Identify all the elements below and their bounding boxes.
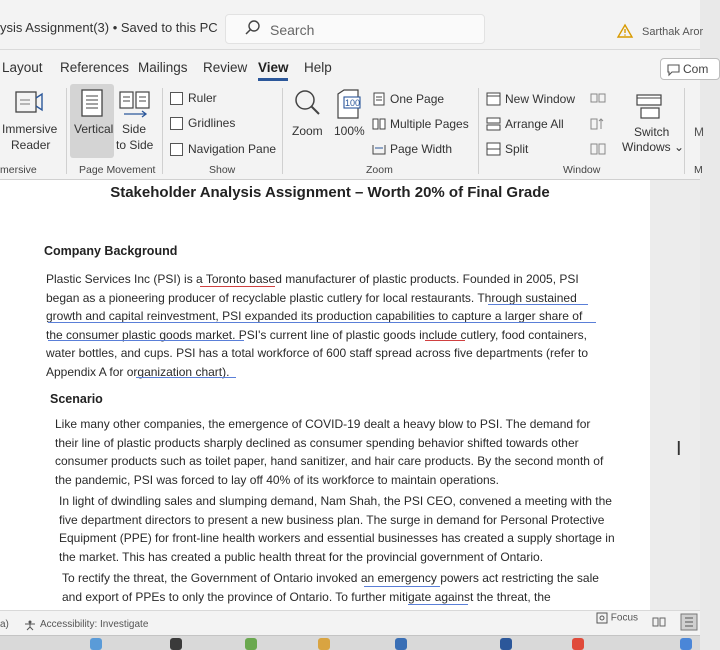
new-window-icon: [486, 92, 501, 106]
zoom-label: Zoom: [292, 124, 323, 138]
grammar-underline: [488, 304, 588, 305]
status-bar: [0, 610, 700, 635]
taskbar-app-icon[interactable]: [395, 638, 407, 650]
document-title-text: ysis Assignment(3) • Saved to this PC: [0, 20, 218, 35]
heading-company-background: Company Background: [44, 244, 178, 258]
side-label-1: Side: [122, 122, 147, 136]
text-line: and export of PPEs to only the province of Ontario. To further mitigate against the threat, the: [62, 589, 551, 604]
one-page-label: One Page: [390, 92, 445, 106]
text-line: five department directors to present a new business plan. The surge in demand for Personal Protective: [59, 512, 605, 527]
taskbar-app-icon[interactable]: [170, 638, 182, 650]
grammar-underline: [48, 322, 596, 323]
text-line: water bottles, and cups. PSI has a total workforce of 600 staff spread across five departments (refer to: [46, 346, 589, 360]
navigation-pane-label: Navigation Pane: [188, 142, 277, 156]
heading-scenario: Scenario: [50, 392, 103, 406]
grammar-underline: [408, 604, 468, 605]
text-line: In light of dwindling sales and slumping demand, Nam Shah, the PSI CEO, convened a meeting with the: [59, 494, 612, 508]
switch-windows-icon: [634, 92, 664, 122]
accessibility-status[interactable]: Accessibility: Investigate: [40, 619, 149, 630]
text-line: began as a pioneering producer of recyclable plastic cutlery for local restaurants. Through sustained: [46, 290, 577, 305]
comments-button[interactable]: [660, 58, 720, 80]
macros-initial[interactable]: M: [694, 125, 704, 139]
one-page-icon: [372, 92, 386, 106]
search-placeholder: Search: [270, 22, 315, 38]
comments-label: Com: [683, 62, 709, 76]
view-side-by-side-icon[interactable]: [590, 92, 606, 106]
active-tab-indicator: [258, 78, 288, 81]
split-label: Split: [505, 142, 529, 156]
tab-review[interactable]: Review: [203, 60, 248, 75]
navigation-pane-check[interactable]: [170, 143, 183, 156]
text-line: Plastic Services Inc (PSI) is a Toronto based manufacturer of plastic products. Founded in 2005, PSI: [46, 272, 579, 286]
taskbar-app-icon[interactable]: [245, 638, 257, 650]
zoom-100-label: 100%: [334, 124, 365, 138]
ribbon-view: [0, 84, 704, 180]
gridlines-label: Gridlines: [188, 116, 236, 130]
immersive-reader-icon: [14, 88, 46, 116]
paragraph-scenario-2: [59, 492, 639, 566]
switch-windows-label-2: Windows ⌄: [622, 140, 685, 154]
paragraph-company-background: [46, 270, 616, 381]
ruler-label: Ruler: [188, 91, 217, 105]
spelling-underline: [200, 286, 275, 287]
print-layout-icon[interactable]: [680, 613, 698, 631]
document-title[interactable]: [0, 20, 235, 35]
text-line: growth and capital reinvestment, PSI expanded its production capabilities to capture a larger share of: [46, 309, 583, 323]
immersive-label-1: Immersive: [2, 122, 58, 136]
ribbon-separator: [66, 88, 67, 174]
taskbar-app-icon[interactable]: [572, 638, 584, 650]
ribbon-separator: [162, 88, 163, 174]
group-label-immersive: mersive: [0, 164, 37, 176]
text-line: Appendix A for organization chart).: [46, 364, 230, 379]
taskbar-word-icon[interactable]: [500, 638, 512, 650]
read-mode-icon[interactable]: [652, 615, 666, 629]
text-line: the pandemic, PSI was forced to lay off 40% of its workforce to maintain operations.: [55, 472, 500, 487]
taskbar-app-icon[interactable]: [318, 638, 330, 650]
multiple-pages-label: Multiple Pages: [390, 117, 469, 131]
document-heading: Stakeholder Analysis Assignment – Worth 20% of Final Grade: [110, 184, 550, 201]
title-bar: [0, 0, 704, 50]
text-cursor-icon: I: [676, 438, 682, 460]
new-window-label: New Window: [505, 92, 576, 106]
group-label-page-movement: Page Movement: [79, 164, 156, 176]
side-to-side-icon: [118, 90, 152, 118]
ribbon-separator: [684, 88, 685, 174]
grammar-underline: [425, 340, 465, 341]
page-indicator[interactable]: a): [0, 619, 9, 630]
tab-layout[interactable]: Layout: [2, 60, 43, 75]
warning-icon[interactable]: [617, 24, 633, 38]
taskbar: [0, 635, 700, 650]
user-name[interactable]: Sarthak Aror: [642, 26, 704, 38]
text-line: To rectify the threat, the Government of Ontario invoked an emergency powers act restricting the sale: [62, 571, 599, 585]
split-icon: [486, 142, 501, 156]
zoom-100-icon-text: 100: [345, 98, 361, 108]
text-line: consumer products such as toilet paper, hand sanitizer, and hair care products. By the second month of: [55, 454, 604, 468]
document-canvas[interactable]: [0, 180, 700, 610]
multiple-pages-icon: [372, 117, 386, 131]
grammar-underline: [364, 586, 440, 587]
group-label-zoom: Zoom: [366, 164, 393, 176]
focus-label: Focus: [610, 612, 639, 624]
focus-icon: [596, 612, 608, 624]
tab-references[interactable]: References: [60, 60, 130, 75]
page-width-icon: [372, 142, 386, 156]
text-line: Like many other companies, the emergence of COVID-19 dealt a heavy blow to PSI. The demand for: [55, 417, 591, 431]
reset-window-position-icon[interactable]: [590, 142, 606, 156]
group-label-show: Show: [209, 164, 236, 176]
group-label-macros: M: [694, 164, 703, 176]
text-line: their line of plastic products sharply declined as consumer spending behavior shifted towards other: [55, 435, 579, 450]
search-box[interactable]: [225, 14, 485, 44]
ruler-check[interactable]: [170, 92, 183, 105]
tab-help[interactable]: Help: [304, 60, 332, 75]
ribbon-separator: [282, 88, 283, 174]
paragraph-scenario-3: [62, 569, 642, 606]
tab-view[interactable]: View: [258, 60, 289, 75]
text-line: Equipment (PPE) for front-line health workers and essential businesses has created a supply shortage in: [59, 531, 615, 545]
arrange-all-label: Arrange All: [505, 117, 564, 131]
vertical-button[interactable]: [70, 84, 114, 158]
vertical-pages-icon: [78, 88, 106, 118]
group-label-window: Window: [563, 164, 601, 176]
arrange-all-icon: [486, 117, 501, 131]
grammar-underline: [48, 340, 244, 341]
menu-bar: [0, 50, 709, 84]
gridlines-check[interactable]: [170, 117, 183, 130]
zoom-magnifier-icon: [292, 88, 322, 118]
taskbar-app-icon[interactable]: [90, 638, 102, 650]
side-label-2: to Side: [116, 138, 154, 152]
search-icon: [244, 19, 262, 37]
comment-icon: [667, 64, 680, 76]
text-line: the market. This has created a public health threat for the provincial government of Ontario.: [59, 549, 544, 564]
vertical-label: Vertical: [74, 122, 114, 136]
focus-button[interactable]: [596, 612, 638, 624]
immersive-label-2: Reader: [11, 138, 51, 152]
tab-mailings[interactable]: Mailings: [138, 60, 188, 75]
synchronous-scrolling-icon[interactable]: [590, 117, 606, 131]
text-line: the consumer plastic goods market. PSI's current line of plastic goods include cutlery, food containers,: [46, 327, 588, 342]
taskbar-app-icon[interactable]: [680, 638, 692, 650]
switch-windows-label-1: Switch: [634, 125, 670, 139]
document-page[interactable]: [0, 180, 650, 610]
ribbon-separator: [478, 88, 479, 174]
paragraph-scenario-1: [55, 415, 635, 489]
page-width-label: Page Width: [390, 142, 453, 156]
accessibility-icon: [24, 620, 36, 631]
grammar-underline: [136, 377, 236, 378]
